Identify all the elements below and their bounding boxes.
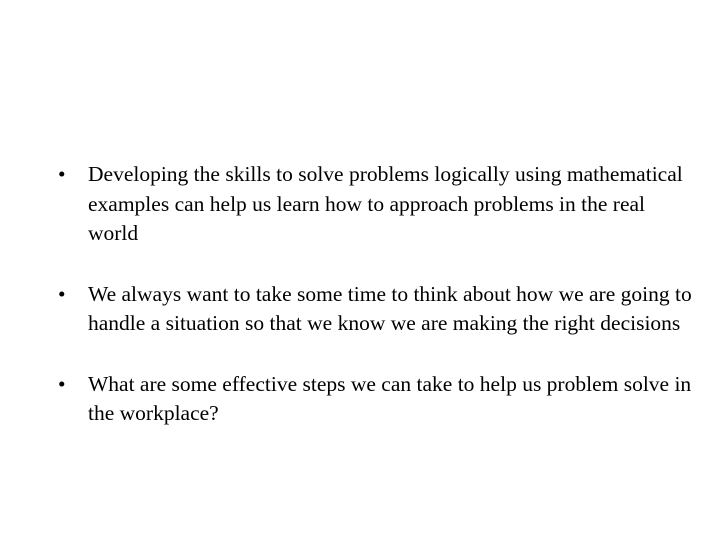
bullet-text: We always want to take some time to think about how we are going to handle a situation so that we know we are making the right decisions (88, 281, 692, 335)
bullet-item (58, 370, 698, 429)
bullet-item (58, 160, 698, 249)
bullet-marker: • (58, 281, 66, 306)
bullet-text: What are some effective steps we can take to help us problem solve in the workplace? (88, 371, 692, 425)
bullet-item (58, 280, 698, 339)
bullet-text: Developing the skills to solve problems logically using mathematical examples can help us learn how to approach problems in the real world (88, 162, 683, 245)
bullet-marker: • (58, 162, 66, 186)
bullet-list (58, 160, 698, 429)
bullet-marker: • (58, 371, 66, 396)
